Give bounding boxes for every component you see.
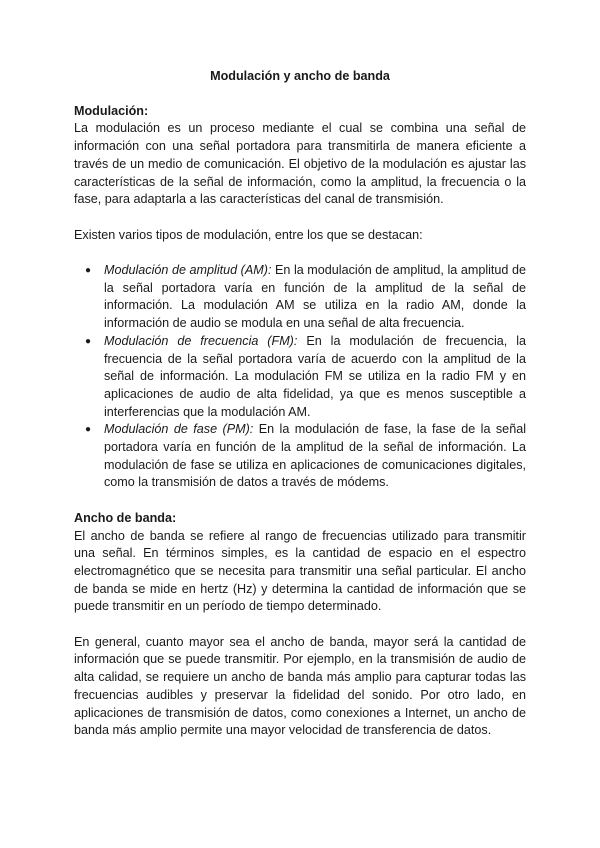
document-page — [74, 68, 526, 740]
spacer — [74, 616, 526, 634]
paragraph-ancho-examples: En general, cuanto mayor sea el ancho de banda, mayor será la cantidad de información que se puede transmitir. Por ejemplo, en la transmisión de audio de alta calidad, se requiere un ancho de banda más amplio para capturar todas las frecuencias audibles y preservar la fidelidad del sonido. Por otro lado, en aplicaciones de transmisión de datos, como conexiones a Internet, un ancho de banda más amplio permite una mayor velocidad de transferencia de datos. — [74, 634, 526, 738]
list-item-pm — [74, 421, 526, 492]
term-am: Modulación de amplitud (AM): — [104, 263, 272, 277]
description-pm: En la modulación de fase, la fase de la señal portadora varía en función de la amplitud de la señal de información. La modulación de fase se utiliza en aplicaciones de comunicaciones digitales, como la transmisión de datos a través de módems. — [104, 422, 526, 490]
description-fm: En la modulación de frecuencia, la frecuencia de la señal portadora varía de acuerdo con la amplitud de la señal de información. La modulación FM se utiliza en la radio FM y en aplicaciones de audio de alta fidelidad, ya que es menos susceptible a interferencias que la modulación AM. — [104, 333, 526, 419]
term-pm: Modulación de fase (PM): — [104, 422, 254, 437]
description-am: En la modulación de amplitud, la amplitud de la señal portadora varía en función de la amplitud de la señal de información. La modulación AM se utiliza en la radio AM, donde la información de audio se modula en una señal de alta frecuencia. — [104, 263, 526, 331]
heading-ancho-de-banda: Ancho de banda: — [74, 510, 177, 525]
spacer — [74, 244, 526, 262]
spacer — [74, 209, 526, 227]
list-item-fm — [74, 333, 526, 422]
paragraph-ancho-definition: El ancho de banda se refiere al rango de frecuencias utilizado para transmitir una señal. En términos simples, es la cantidad de espacio en el espectro electromagnético que se necesita para transmitir una señal particular. El ancho de banda se mide en hertz (Hz) y determina la cantidad de información que se puede transmitir en un período de tiempo determinado. — [74, 528, 526, 614]
document-title: Modulación y ancho de banda — [210, 69, 390, 83]
spacer — [74, 492, 526, 510]
term-fm: Modulación de frecuencia (FM): — [104, 333, 298, 348]
modulation-types-list — [74, 262, 526, 492]
bullet-icon: ● — [85, 424, 92, 436]
heading-modulacion: Modulación: — [74, 103, 149, 118]
paragraph-modulacion-definition: La modulación es un proceso mediante el cual se combina una señal de información con una señal portadora para transmitirla de manera eficiente a través de un medio de comunicación. El objetivo de la modulación es ajustar las características de la señal de información, como la amplitud, la frecuencia o la fase, para adaptarla a las características del canal de transmisión. — [74, 121, 526, 207]
paragraph-modulacion-intro: Existen varios tipos de modulación, entre los que se destacan: — [74, 227, 423, 242]
list-item-am — [74, 262, 526, 333]
bullet-icon: ● — [85, 265, 92, 276]
bullet-icon: ● — [85, 335, 92, 347]
